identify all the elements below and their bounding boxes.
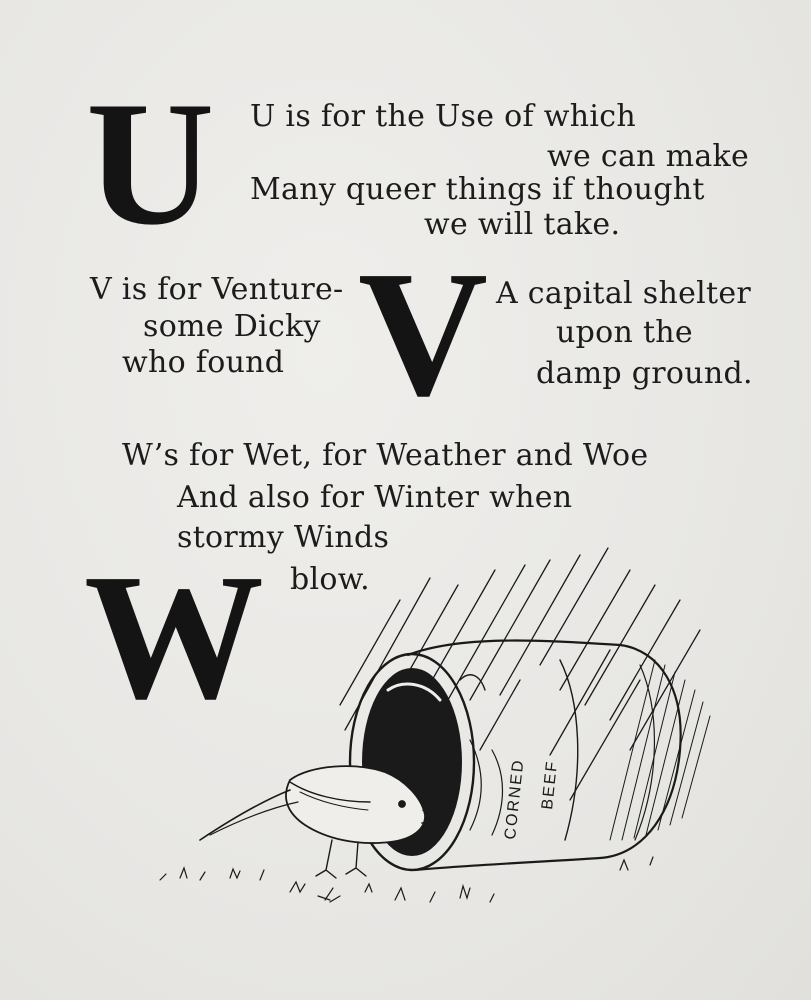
verse-w-line-3: stormy Winds xyxy=(177,520,390,555)
verse-u-line-1: U is for the Use of which xyxy=(250,99,636,134)
verse-v-left-2: some Dicky xyxy=(143,309,321,344)
verse-u-line-3: Many queer things if thought xyxy=(250,172,705,207)
tin-shadow-hatching xyxy=(610,660,710,840)
verse-v-right-3: damp ground. xyxy=(536,356,753,391)
grass-tufts xyxy=(160,857,653,902)
verse-w-line-4: blow. xyxy=(290,562,371,597)
verse-v-right-2: upon the xyxy=(556,315,693,350)
verse-u-line-4: we will take. xyxy=(424,207,621,242)
can-label-corned: CORNED xyxy=(502,757,528,841)
drop-cap-u: U xyxy=(86,64,215,262)
verse-w-line-2: And also for Winter when xyxy=(177,480,573,515)
bird-in-tin-illustration xyxy=(140,540,740,930)
verse-v-right-1: A capital shelter xyxy=(496,276,752,311)
verse-u-line-2: we can make xyxy=(547,139,750,174)
bird xyxy=(200,766,438,878)
verse-w-line-1: W’s for Wet, for Weather and Woe xyxy=(122,438,649,473)
verse-v-left-3: who found xyxy=(122,345,285,380)
drop-cap-v: V xyxy=(358,234,488,433)
can-label-beef: BEEF xyxy=(539,759,562,811)
verse-v-left-1: V is for Venture- xyxy=(90,272,344,307)
drop-cap-w: W xyxy=(84,537,264,736)
